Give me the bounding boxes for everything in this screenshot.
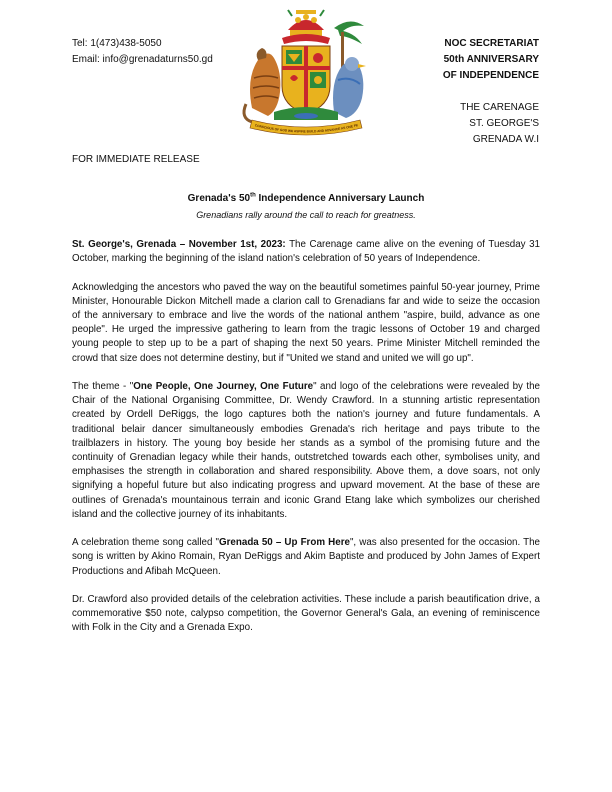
subheadline: Grenadians rally around the call to reach for greatness. — [196, 210, 416, 220]
address-line-1: THE CARENAGE — [460, 102, 539, 113]
body-text — [72, 238, 540, 650]
address-line-3: GRENADA W.I — [472, 134, 539, 145]
email: Email: info@grenadaturns50.gd — [72, 54, 213, 65]
paragraph-3-post: " and logo of the celebrations were revealed by the Chair of the National Organising Committee, Dr. Wendy Crawford. In a stunning artistic representation created by Ordell DeRiggs, the logo captures both the nation's journey and future fundamentals. A traditional belair dancer simultaneously embodies Grenada's rich heritage and pays tribute to the trailblazers in history. The young boy beside her stands as a symbol of the promising future and the continuity of Grenadian legacy while their hands, outstretched towards each other, symbolises unity, and emphasises the strength in collaboration and shared responsibility. Above them, a dove soars, not only signifying a hopeful future but also indicating progress and upward movement. At the base of these are outlines of Grenada's mountainous terrain and iconic Grand Etang lake which symbolizes our cherished island and the collective journey of its inhabitants. — [72, 381, 540, 520]
headline-sup: th — [250, 192, 256, 199]
org-line-2: 50th ANNIVERSARY — [443, 54, 539, 65]
dove-icon — [333, 57, 366, 118]
paragraph-4-post: ", was also presented for the occasion. The song is written by Akino Romain, Ryan DeRiggs and Akim Baptiste and produced by John James of Expert Productions and Afibah McQueen. — [72, 537, 540, 577]
paragraph-4 — [72, 536, 540, 579]
org-line-1: NOC SECRETARIAT — [444, 38, 539, 49]
address-line-2: ST. GEORGE'S — [469, 118, 539, 129]
organisation-block — [443, 36, 539, 148]
org-line-3: OF INDEPENDENCE — [442, 70, 539, 81]
paragraph-1 — [72, 238, 540, 266]
theme-text: One People, One Journey, One Future — [133, 381, 314, 392]
headline-post: Independence Anniversary Launch — [255, 193, 425, 204]
crown-icon — [282, 10, 330, 44]
paragraph-1-text: The Carenage came alive on the evening of Tuesday 31 October, marking the beginning of the island nation's celebration of 50 years of Independence. — [72, 239, 540, 265]
release-label: FOR IMMEDIATE RELEASE — [72, 154, 200, 165]
headline — [72, 192, 540, 206]
headline-pre: Grenada's 50 — [187, 193, 251, 204]
paragraph-5: Dr. Crawford also provided details of the celebration activities. These include a parish beautification drive, a commemorative $50 note, calypso competition, the Governor General's Gala, an evening of reminiscence with Folk in the City and a Grenada Expo. — [72, 594, 540, 634]
paragraph-2: Acknowledging the ancestors who paved the way on the beautiful sometimes painful 50-year journey, Prime Minister, Honourable Dickon Mitchell made a clarion call to Grenadians far and wide to seize the occasion of the anniversary to embrace and live the words of the national anthem "aspire, build, advance as one people". He urged the impressive gathering to learn from the tragic lessons of October 19 and charged young people to step up to be a part of shaping the next 50 years. Prime Minister Mitchell reminded the crowd that size does not determine destiny, but if "United we stand and united we will go up". — [72, 281, 540, 364]
armadillo-icon — [244, 48, 280, 122]
telephone: Tel: 1(473)438-5050 — [72, 38, 162, 49]
motto-text: CONSCIOUS OF GOD WE ASPIRE BUILD AND ADVANCE AS ONE PE — [254, 123, 359, 134]
paragraph-4-pre: A celebration theme song called " — [72, 537, 219, 549]
address-block — [443, 100, 539, 148]
grenada-coat-of-arms-logo — [238, 8, 374, 138]
paragraph-3-pre: The theme - " — [72, 381, 134, 392]
paragraph-3 — [72, 380, 540, 522]
shield-icon — [282, 46, 330, 114]
contact-block — [72, 36, 213, 68]
song-title: Grenada 50 – Up From Here — [219, 537, 350, 549]
dateline: St. George's, Grenada – November 1st, 2023: — [72, 239, 286, 250]
